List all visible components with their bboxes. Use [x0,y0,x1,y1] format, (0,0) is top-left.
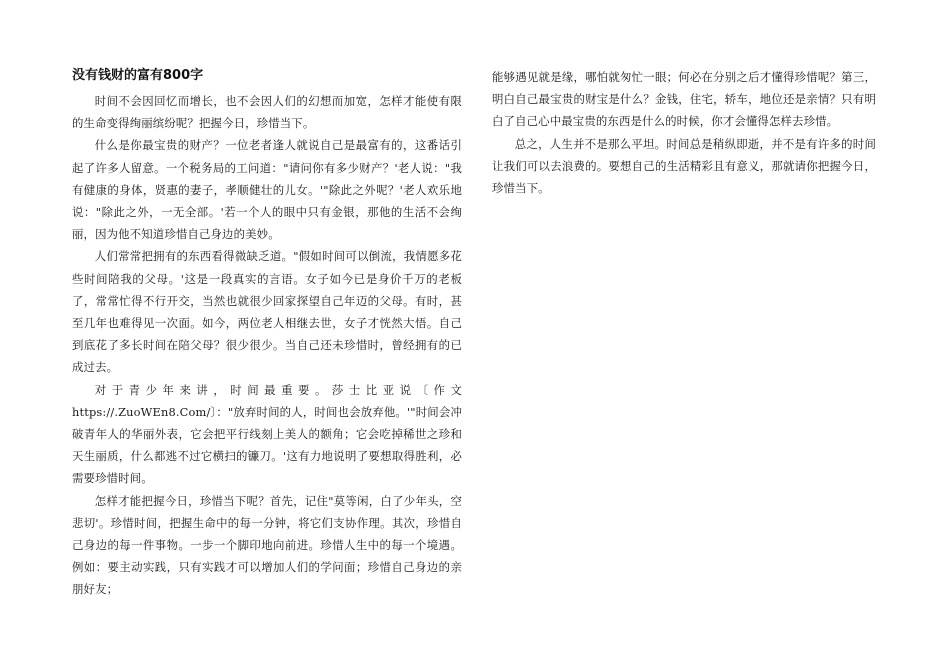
document-title: 没有钱财的富有800字 [72,68,204,83]
paragraph-3: 人们常常把拥有的东西看得微缺乏道。"假如时间可以倒流，我情愿多花些时间陪我的父母。'这是一段真实的言语。女子如今已是身价千万的老板了，常常忙得不行开交，当然也就很少回家探望自己年迈的父母。有时，甚至几年也难得见一次面。如今，两位老人相继去世，女子才恍然大悟。自己到底花了多长时间在陪父母？很少很少。当自己还未珍惜时，曾经拥有的已成过去。 [72,249,462,375]
paragraph-6: 总之，人生并不是那么平坦。时间总是稍纵即逝，并不是有许多的时间让我们可以去浪费的。要想自己的生活精彩且有意义，那就请你把握今日，珍惜当下。 [492,136,876,196]
left-column [72,66,462,601]
paragraph-4: 对于青少年来讲，时间最重要。莎士比亚说〔作文https://.ZuoWEn8.Com/〕："放弃时间的人，时间也会放弃他。'"时间会冲破青年人的华丽外表，它会把平行线刻上美人的额角；它会吃掉稀世之珍和天生丽质，什么都逃不过它横扫的镰刀。'这有力地说明了要想取得胜利，必需要珍惜时间。 [72,382,462,486]
paragraph-1: 时间不会因回忆而增长，也不会因人们的幻想而加宽，怎样才能使有限的生命变得绚丽缤纷呢？把握今日，珍惜当下。 [72,94,462,131]
paragraph-5-continued: 能够遇见就是缘，哪怕就匆忙一眼；何必在分别之后才懂得珍惜呢？第三，明白自己最宝贵的财宝是什么？金钱，住宅，轿车，地位还是亲情？只有明白了自己心中最宝贵的东西是什么的时候，你才会懂得怎样去珍惜。 [492,70,876,129]
paragraph-2: 什么是你最宝贵的财产？一位老者逢人就说自己是最富有的，这番话引起了许多人留意。一个税务局的工问道："请问你有多少财产？'老人说："我有健康的身体，贤惠的妻子，孝顺健壮的儿女。'"除此之外呢？'老人欢乐地说："除此之外，一无全部。'若一个人的眼中只有金银，那他的生活不会绚丽，因为他不知道珍惜自己身边的美妙。 [72,138,462,242]
paragraph-5: 怎样才能把握今日，珍惜当下呢？首先，记住"莫等闲，白了少年头，空悲切'。珍惜时间，把握生命中的每一分钟，将它们支协作理。其次，珍惜自己身边的每一件事物。一步一个脚印地向前进。珍惜人生中的每一个境遇。例如：要主动实践，只有实践才可以增加人们的学问面；珍惜自己身边的亲朋好友； [72,493,462,597]
right-column [492,66,876,199]
